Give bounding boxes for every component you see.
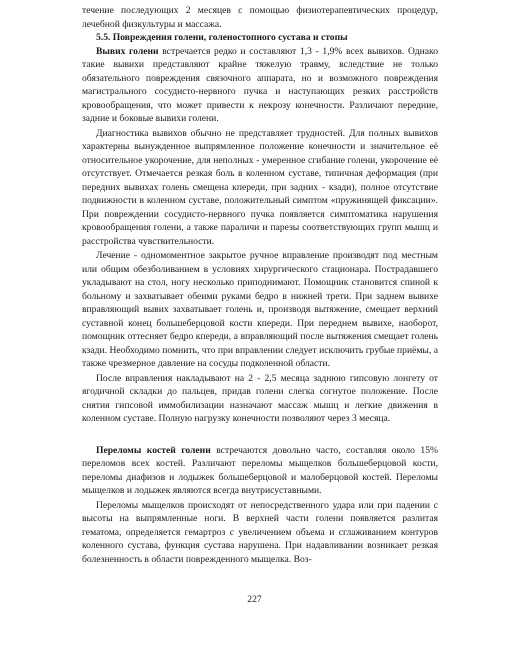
intro-paragraph: течение последующих 2 месяцев с помощью физиотерапевтических процедур, лечебной физкультуры и массажа.: [82, 5, 438, 30]
paragraph-fractures-text: встречаются довольно часто, составляя около 15% переломов всех костей. Различают переломы мыщелков большеберцовой кости, переломы диафизов и лодыжек большеберцовой и малоберцовой костей. Переломы мыщелков и лодыжек являются всегда внутрисуставными.: [82, 444, 439, 496]
paragraph-treatment: Лечение - одномоментное закрытое ручное вправление производят под местным или общим обезболиванием в условиях хирургического стационара. Пострадавшего укладывают на стол, ногу несколько приподнимают. Помощник становится спиной к больному и захватывает обеими руками бедро в нижней трети. При заднем вывихе вправляющий вывих захватывает голень и, производя вытяжение, смещает верхний суставной конец большеберцовой кости кпереди. При переднем вывихе, наоборот, помощник оттесняет бедро кпереди, а вправляющий после вытяжения смещает голень кзади. Необходимо помнить, что при вправлении следует исключить грубые приёмы, а также чрезмерное давление на сосуды подколенной области.: [82, 250, 438, 369]
paragraph-fractures: [82, 444, 438, 498]
paragraph-dislocation: [82, 45, 438, 126]
paragraph-diagnosis: Диагностика вывихов обычно не представляет трудностей. Для полных вывихов характерны вынужденное выпрямленное положение конечности и значительное её относительное укорочение, для неполных - умеренное сгибание голени, укорочение её отсутствует. Отмечается резкая боль в коленном суставе, типичная деформация (при передних вывихах голень смещена кпереди, при задних - кзади), полное отсутствие подвижности в коленном суставе, положительный симптом «пружинящей фиксации». При повреждении сосудисто-нервного пучка появляется симптоматика нарушения кровообращения голени, а также параличи и парезы соответствующих групп мышц и расстройства чувствительности.: [82, 127, 438, 247]
paragraph-condyle-fractures: Переломы мыщелков происходят от непосредственного удара или при падении с высоты на выпрямленные ноги. В верхней части голени появляется разлитая гематома, определяется гемартроз с увеличением объема и сглаживанием контуров коленного сустава, функция сустава нарушена. При надавливании возникает резкая болезненность в области поврежденного мыщелка. Воз-: [82, 499, 438, 565]
paragraph-after-reduction: После вправления накладывают на 2 - 2,5 месяца заднюю гипсовую лонгету от ягодичной складки до пальцев, придав голени слегка согнутое положение. После снятия гипсовой иммобилизации назначают массаж мышц и легкие движения в коленном суставе. Полную нагрузку конечности позволяют через 3 месяца.: [82, 372, 438, 424]
section-heading: 5.5. Повреждения голени, голеностопного сустава и стопы: [96, 32, 348, 43]
page-number: 227: [247, 594, 262, 605]
document-page: [82, 4, 438, 566]
term-dislocation: Вывих голени: [96, 45, 159, 57]
paragraph-dislocation-text: встречается редко и составляют 1,3 - 1,9% всех вывихов. Однако такие вывихи представляют крайне тяжелую травму, вследствие не только обязательного повреждения связочного аппарата, но и возможного повреждения магистрального сосудисто-нервного пучка и наступающих резких расстройств кровообращения, что может привести к некрозу конечности. Различают передние, задние и боковые вывихи голени.: [82, 45, 438, 124]
term-fractures: Переломы костей голени: [96, 444, 211, 456]
